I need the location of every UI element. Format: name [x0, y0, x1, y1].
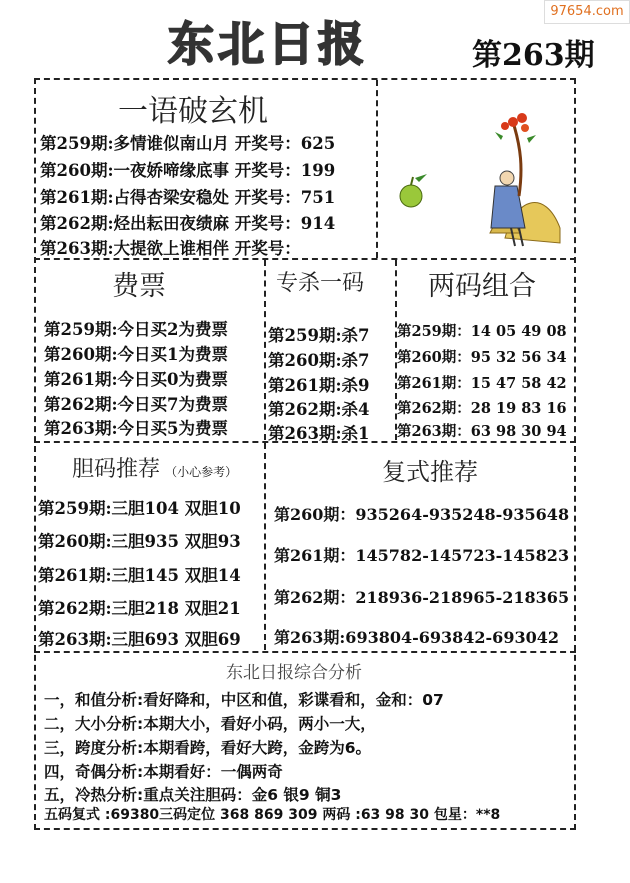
feipiao-title: 费票	[112, 271, 166, 302]
issue-number: 第263期	[472, 38, 595, 73]
zhuansha-line: 第260期:杀7	[268, 351, 370, 370]
zhuansha-line: 第259期:杀7	[268, 326, 370, 345]
liangma-line: 第262期：28 19 83 16	[397, 400, 567, 417]
zhuansha-line: 第261期:杀9	[268, 376, 370, 395]
liangma-line: 第259期：14 05 49 08	[397, 323, 567, 340]
illustration-icon	[395, 108, 565, 248]
analysis-row	[44, 760, 283, 782]
danma-title: 胆码推荐	[72, 457, 161, 482]
danma-header	[72, 452, 237, 483]
zhuansha-title: 专杀一码	[276, 271, 365, 296]
analysis-row	[44, 783, 341, 805]
feipiao-line: 第261期:今日买0为费票	[44, 370, 229, 389]
yiyu-line: 第263期:大提欲上谁相伴 开奖号：	[40, 239, 301, 258]
analysis-text: 本期看好：一偶两奇	[143, 763, 283, 781]
analysis-text: 本期大小，看好小码，两小一大，	[143, 715, 376, 733]
zhuansha-line: 第262期:杀4	[268, 400, 370, 419]
danma-line: 第260期:三胆935 双胆93	[38, 532, 241, 551]
analysis-text: 重点关注胆码：金6 银9 铜3	[143, 786, 342, 804]
analysis-row	[44, 712, 376, 734]
divider-yiyu	[376, 80, 378, 258]
analysis-footer: 五码复式 :69380三码定位 368 869 309 两码 :63 98 30 包星：**8	[44, 807, 501, 823]
fushi-line: 第260期：935264-935248-935648	[274, 505, 570, 524]
fushi-title: 复式推荐	[382, 458, 478, 486]
danma-line: 第263期:三胆693 双胆69	[38, 630, 241, 649]
feipiao-line: 第259期:今日买2为费票	[44, 320, 229, 339]
analysis-row	[44, 736, 371, 758]
divider-bottom	[264, 443, 266, 650]
fushi-line: 第263期:693804-693842-693042	[274, 628, 559, 647]
danma-line: 第262期:三胆218 双胆21	[38, 599, 241, 618]
feipiao-line: 第260期:今日买1为费票	[44, 345, 229, 364]
liangma-line: 第261期：15 47 58 42	[397, 375, 567, 392]
analysis-label: 二，大小分析:	[44, 715, 144, 733]
yiyu-line: 第260期:一夜娇啼缘底事 开奖号：199	[40, 161, 336, 180]
site-badge[interactable]: 97654.com	[544, 0, 630, 24]
zhuansha-line: 第263期:杀1	[268, 424, 370, 443]
yiyu-line: 第262期:烃出耘田夜绩麻 开奖号：914	[40, 214, 336, 233]
fushi-line: 第262期：218936-218965-218365	[274, 588, 570, 607]
danma-note: （小心参考）	[165, 465, 238, 479]
danma-line: 第259期:三胆104 双胆10	[38, 499, 241, 518]
liangma-line: 第260期：95 32 56 34	[397, 349, 567, 366]
analysis-title: 东北日报综合分析	[226, 663, 362, 683]
analysis-label: 五，冷热分析:	[44, 786, 144, 804]
yiyu-title: 一语破玄机	[118, 94, 268, 129]
liangma-line: 第263期：63 98 30 94	[397, 423, 567, 440]
analysis-text: 本期看跨，看好大跨，金跨为6。	[143, 739, 371, 757]
masthead-title: 东北日报	[168, 17, 368, 71]
fushi-line: 第261期：145782-145723-145823	[274, 546, 570, 565]
feipiao-line: 第262期:今日买7为费票	[44, 395, 229, 414]
analysis-row	[44, 688, 444, 710]
analysis-label: 一，和值分析:	[44, 691, 144, 709]
analysis-label: 四，奇偶分析:	[44, 763, 144, 781]
analysis-text: 看好降和，中区和值，彩谍看和，金和：07	[143, 691, 444, 709]
danma-line: 第261期:三胆145 双胆14	[38, 566, 241, 585]
analysis-label: 三，跨度分析:	[44, 739, 144, 757]
yiyu-line: 第261期:占得杏梁安稳处 开奖号：751	[40, 188, 336, 207]
divider-mid-1	[264, 260, 266, 440]
divider-analysis	[34, 651, 576, 653]
yiyu-line: 第259期:多情谁似南山月 开奖号：625	[40, 134, 336, 153]
liangma-title: 两码组合	[428, 271, 536, 302]
feipiao-line: 第263期:今日买5为费票	[44, 419, 229, 438]
